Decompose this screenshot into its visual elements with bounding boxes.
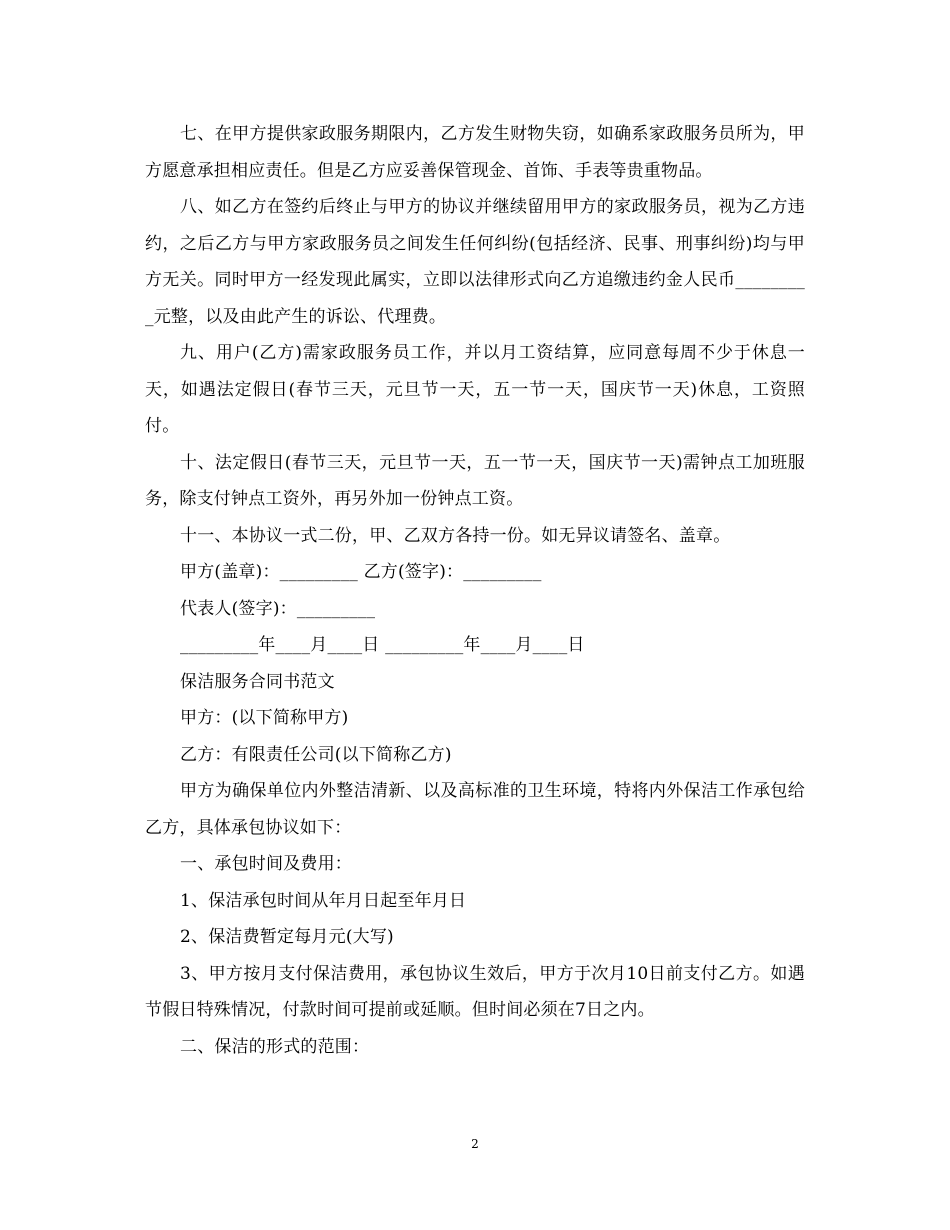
paragraph-clause-7: 七、在甲方提供家政服务期限内，乙方发生财物失窃，如确系家政服务员所为，甲方愿意承担相应责任。但是乙方应妥善保管现金、首饰、手表等贵重物品。 [145, 124, 805, 181]
paragraph-clause-10: 十、法定假日(春节三天，元旦节一天，五一节一天，国庆节一天)需钟点工加班服务，除支付钟点工资外，再另外加一份钟点工资。 [145, 452, 805, 509]
signature-line-representative: 代表人(签字)：_________ [180, 598, 376, 619]
item-1: 1、保洁承包时间从年月日起至年月日 [180, 890, 467, 911]
item-2: 2、保洁费暂定每月元(大写) [180, 927, 394, 947]
section-title: 保洁服务合同书范文 [180, 671, 335, 692]
party-b-line: 乙方：有限责任公司(以下简称乙方) [180, 744, 452, 765]
party-a-line: 甲方：(以下简称甲方) [180, 708, 349, 728]
paragraph-clause-8: 八、如乙方在签约后终止与甲方的协议并继续留用甲方的家政服务员，视为乙方违约，之后乙方与甲方家政服务员之间发生任何纠纷(包括经济、民事、刑事纠纷)均与甲方无关。同时甲方一经发现此属实，立即以法律形式向乙方追缴违约金人民币_________元整，以及由此产生的诉讼、代理费。 [145, 197, 805, 327]
page-number: 2 [471, 1137, 479, 1151]
paragraph-intro: 甲方为确保单位内外整洁清新、以及高标准的卫生环境，特将内外保洁工作承包给乙方，具体承包协议如下： [145, 781, 805, 838]
heading-scope: 二、保洁的形式的范围： [180, 1036, 370, 1057]
paragraph-clause-9: 九、用户(乙方)需家政服务员工作，并以月工资结算，应同意每周不少于休息一天，如遇法定假日(春节三天，元旦节一天，五一节一天，国庆节一天)休息，工资照付。 [145, 343, 805, 436]
paragraph-clause-11: 十一、本协议一式二份，甲、乙双方各持一份。如无异议请签名、盖章。 [180, 525, 731, 546]
signature-line-dates: _________年____月____日 _________年____月____日 [180, 635, 585, 655]
heading-term-and-fee: 一、承包时间及费用： [180, 854, 352, 874]
document-body [145, 116, 805, 1065]
item-3: 3、甲方按月支付保洁费用，承包协议生效后，甲方于次月10日前支付乙方。如遇节假日特殊情况，付款时间可提前或延顺。但时间必须在7日之内。 [145, 963, 805, 1020]
signature-line-parties: 甲方(盖章)：_________ 乙方(签字)：_________ [180, 562, 542, 582]
